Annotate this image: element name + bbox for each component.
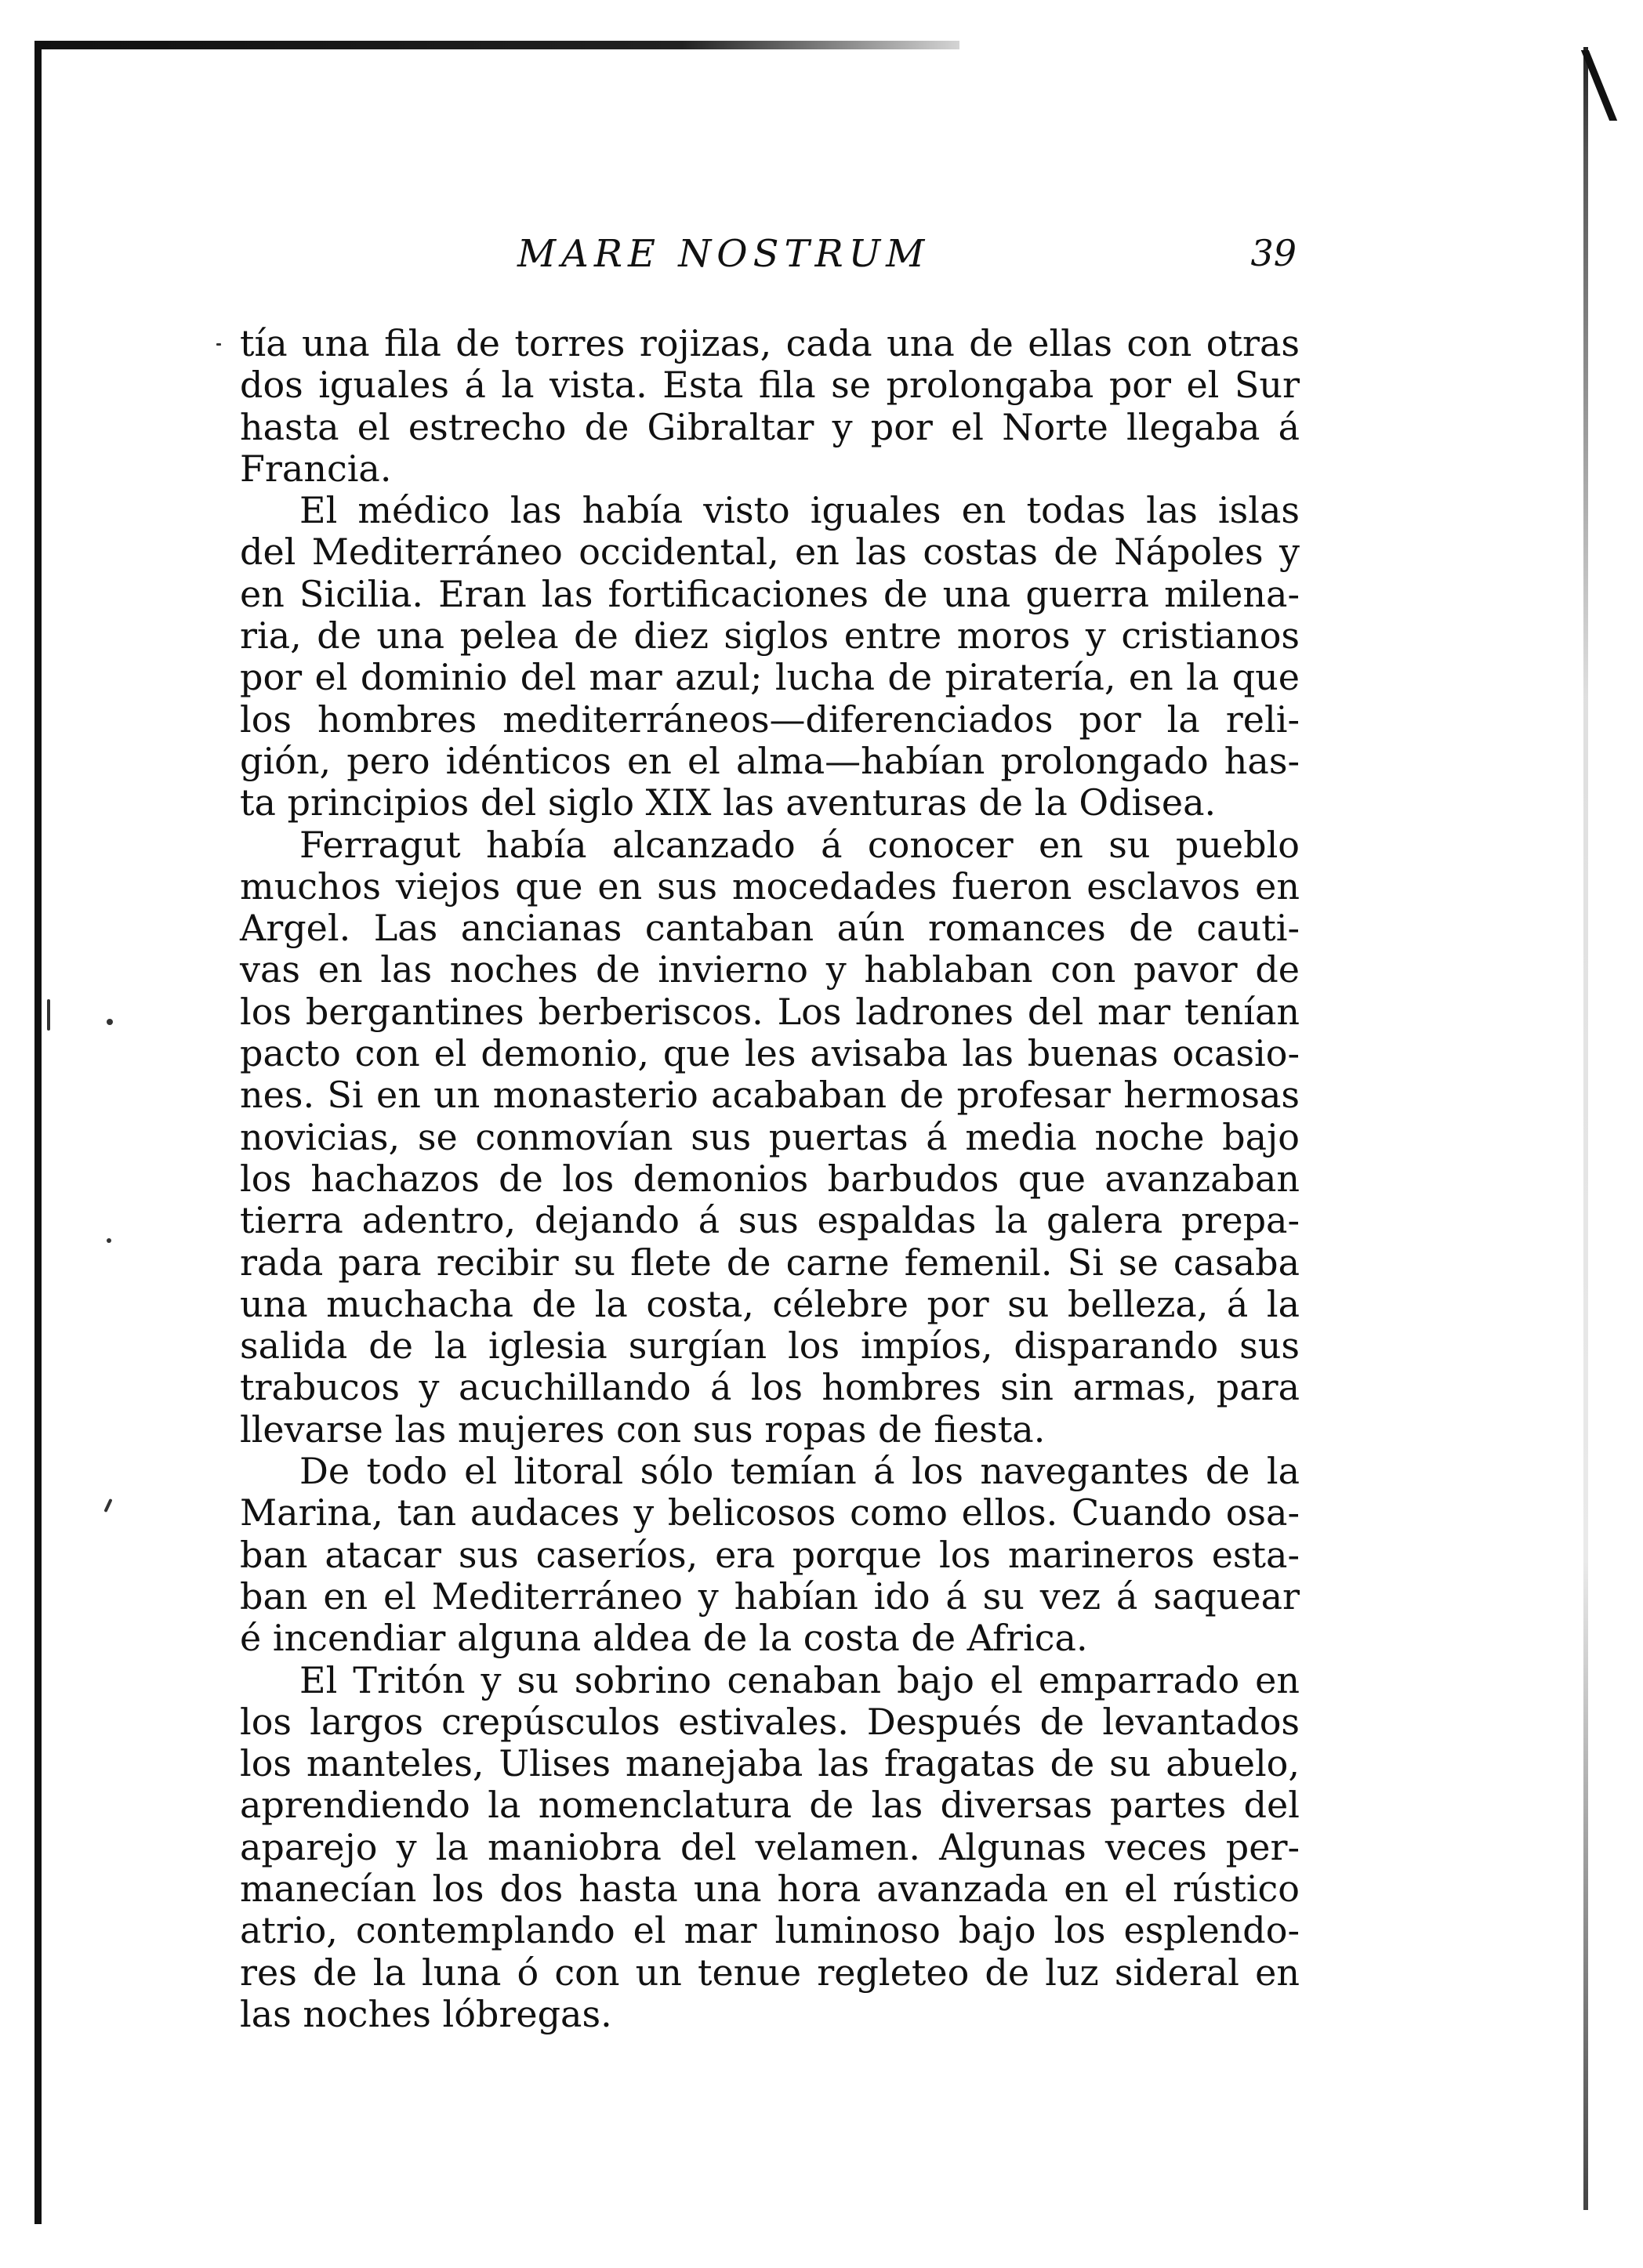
text-line: rada para recibir su flete de carne femenil. Si se casaba	[240, 1241, 1300, 1284]
text-line: por el dominio del mar azul; lucha de piratería, en la que	[240, 656, 1300, 699]
text-line: é incendiar alguna aldea de la costa de Africa.	[240, 1617, 1088, 1660]
scan-speck	[107, 1238, 111, 1243]
page-number: 39	[1250, 232, 1297, 274]
running-header	[235, 232, 1301, 287]
text-line: muchos viejos que en sus mocedades fueron esclavos en	[240, 864, 1300, 908]
text-line: del Mediterráneo occidental, en las costas de Nápoles y	[240, 531, 1300, 574]
text-line: De todo el litoral sólo temían á los navegantes de la	[299, 1450, 1300, 1493]
text-line: en Sicilia. Eran las fortificaciones de una guerra milena-	[240, 572, 1300, 615]
body-text	[240, 323, 1300, 2035]
text-line: tía una fila de torres rojizas, cada una de ellas con otras	[240, 322, 1300, 364]
text-line: pacto con el demonio, que les avisaba las buenas ocasio-	[240, 1032, 1300, 1075]
text-line: los hachazos de los demonios barbudos que avanzaban	[240, 1157, 1300, 1200]
text-line: ban atacar sus caseríos, era porque los marineros esta-	[240, 1533, 1300, 1576]
text-line: tierra adentro, dejando á sus espaldas la galera prepa-	[240, 1199, 1300, 1242]
text-line: Francia.	[240, 447, 392, 490]
text-line: nes. Si en un monasterio acababan de profesar hermosas	[240, 1074, 1300, 1117]
text-line: las noches lóbregas.	[240, 1992, 612, 2035]
scan-speck	[216, 343, 221, 346]
text-line: vas en las noches de invierno y hablaban con pavor de	[240, 948, 1300, 991]
text-line: gión, pero idénticos en el alma—habían prolongado has-	[240, 739, 1300, 782]
text-line: Marina, tan audaces y belicosos como ellos. Cuando osa-	[240, 1491, 1300, 1534]
text-line: Argel. Las ancianas cantaban aún romances de cauti-	[240, 907, 1300, 950]
text-line: los bergantines berberiscos. Los ladrones del mar tenían	[240, 990, 1300, 1033]
text-line: los hombres mediterráneos—diferenciados por la reli-	[240, 697, 1300, 741]
scan-speck	[103, 1498, 112, 1513]
text-line: aprendiendo la nomenclatura de las diversas partes del	[240, 1784, 1300, 1827]
scan-edge-top	[34, 41, 959, 49]
running-title: MARE NOSTRUM	[517, 232, 930, 276]
text-line: El médico las había visto iguales en todas las islas	[299, 489, 1300, 532]
text-line: res de la luna ó con un tenue regleteo de luz sideral en	[240, 1951, 1300, 1994]
text-line: llevarse las mujeres con sus ropas de fiesta.	[240, 1408, 1046, 1451]
text-line: hasta el estrecho de Gibraltar y por el Norte llegaba á	[240, 405, 1300, 448]
text-line: ta principios del siglo XIX las aventuras de la Odisea.	[240, 781, 1217, 824]
text-line: ban en el Mediterráneo y habían ido á su vez á saquear	[240, 1574, 1300, 1618]
scan-speck	[107, 1019, 113, 1025]
text-line: ria, de una pelea de diez siglos entre moros y cristianos	[240, 614, 1300, 658]
text-line: una muchacha de la costa, célebre por su belleza, á la	[240, 1282, 1300, 1325]
scan-edge-left	[34, 45, 42, 2224]
scan-corner-mark	[1542, 50, 1617, 121]
text-line: aparejo y la maniobra del velamen. Algunas veces per-	[240, 1825, 1300, 1868]
text-line: El Tritón y su sobrino cenaban bajo el emparrado en	[299, 1658, 1300, 1701]
text-line: los manteles, Ulises manejaba las fragatas de su abuelo,	[240, 1742, 1300, 1785]
text-line: los largos crepúsculos estivales. Después de levantados	[240, 1700, 1300, 1743]
text-line: novicias, se conmovían sus puertas á media noche bajo	[240, 1115, 1300, 1158]
scan-edge-right	[1583, 47, 1588, 2210]
text-line: trabucos y acuchillando á los hombres sin armas, para	[240, 1366, 1300, 1409]
text-line: manecían los dos hasta una hora avanzada en el rústico	[240, 1867, 1300, 1910]
text-line: Ferragut había alcanzado á conocer en su pueblo	[299, 823, 1300, 866]
text-line: atrio, contemplando el mar luminoso bajo los esplendo-	[240, 1909, 1300, 1952]
text-line: salida de la iglesia surgían los impíos, disparando sus	[240, 1324, 1300, 1368]
scan-speck	[47, 999, 50, 1031]
text-line: dos iguales á la vista. Esta fila se prolongaba por el Sur	[240, 364, 1300, 407]
